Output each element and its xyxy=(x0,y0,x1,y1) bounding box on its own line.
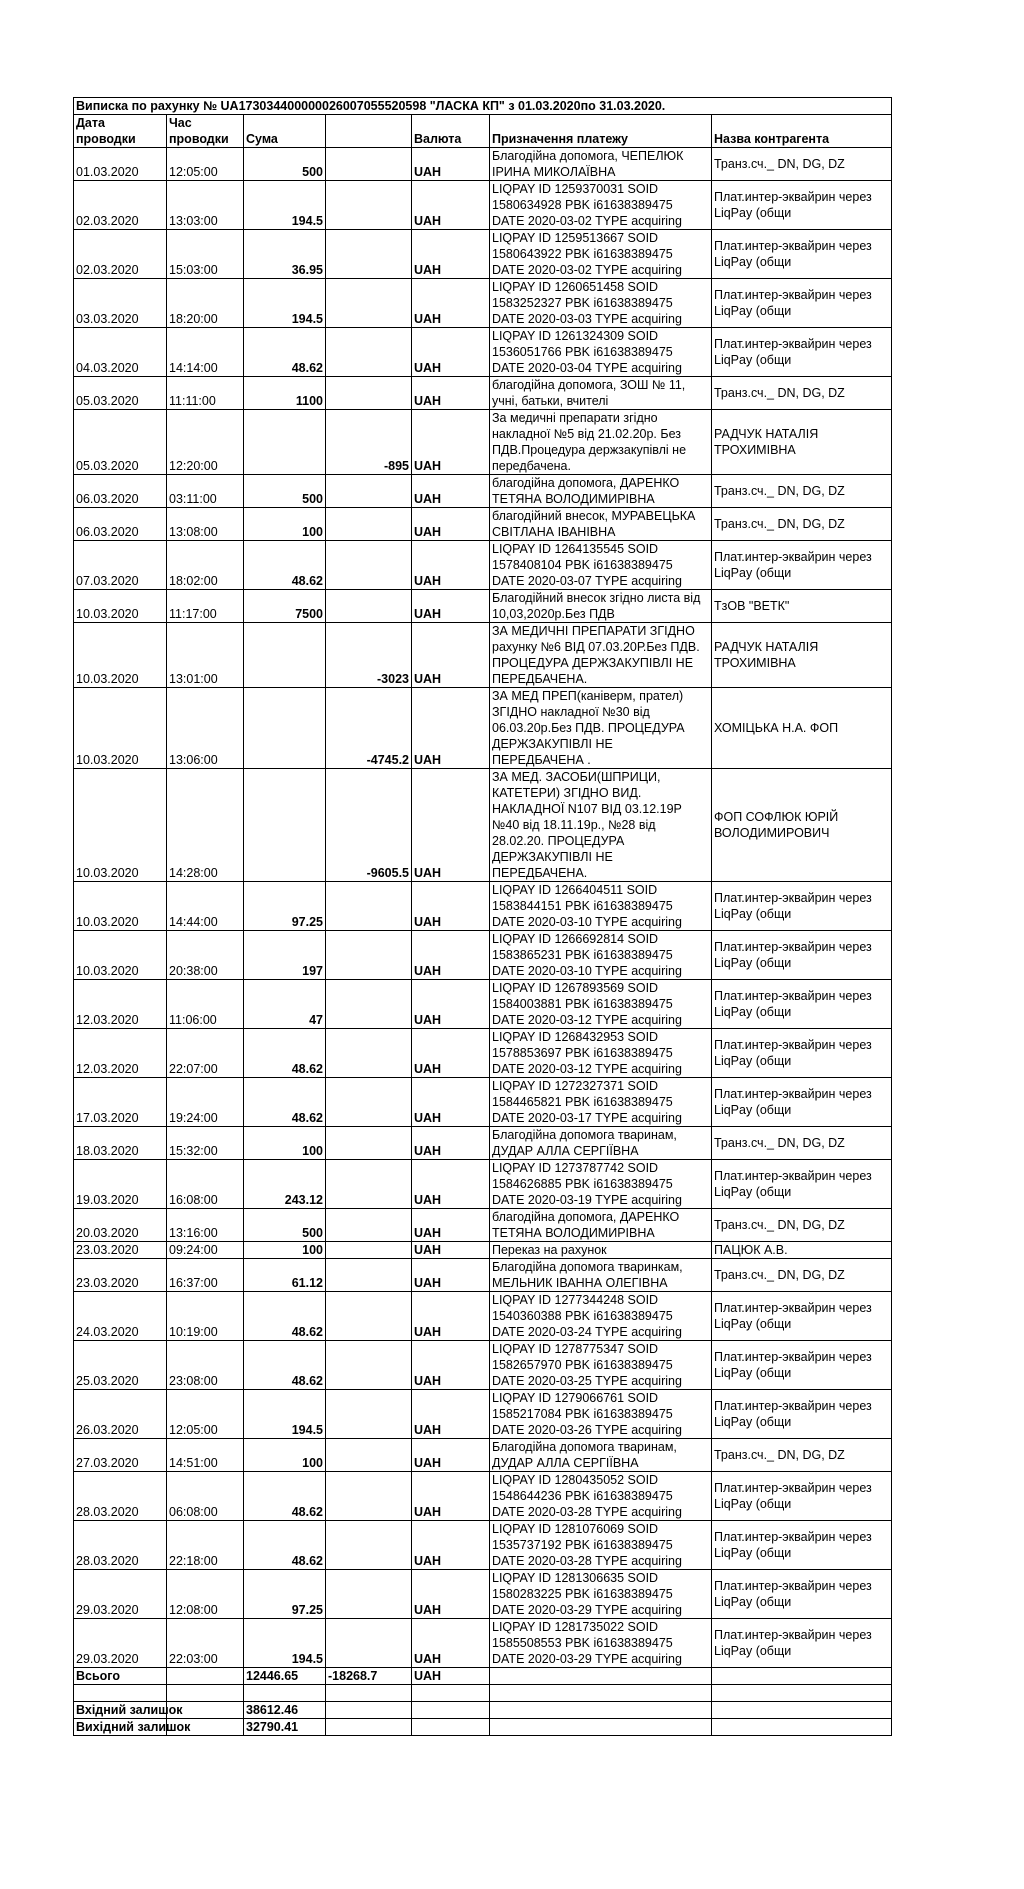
cell-currency: UAH xyxy=(412,279,490,328)
cell-debit xyxy=(326,1259,412,1292)
cell-empty xyxy=(712,1719,892,1736)
opening-balance-label: Вхідний залишок xyxy=(74,1702,167,1719)
statement-table xyxy=(73,97,892,1736)
cell-time: 12:05:00 xyxy=(167,1390,244,1439)
cell-time: 12:08:00 xyxy=(167,1570,244,1619)
table-row xyxy=(74,980,892,1029)
cell-date: 10.03.2020 xyxy=(74,623,167,688)
table-row xyxy=(74,328,892,377)
cell-date: 29.03.2020 xyxy=(74,1570,167,1619)
closing-balance-label: Вихідний залишок xyxy=(74,1719,167,1736)
cell-debit xyxy=(326,1209,412,1242)
cell-currency: UAH xyxy=(412,1209,490,1242)
cell-date: 06.03.2020 xyxy=(74,508,167,541)
cell-debit xyxy=(326,1341,412,1390)
table-row xyxy=(74,931,892,980)
cell-currency: UAH xyxy=(412,1341,490,1390)
cell-party: Транз.сч._ DN, DG, DZ xyxy=(712,1127,892,1160)
cell-purpose: LIQPAY ID 1272327371 SOID 1584465821 PBK i61638389475 DATE 2020-03-17 TYPE acquiring xyxy=(490,1078,712,1127)
cell-empty xyxy=(326,1702,412,1719)
cell-party: Плат.интер-эквайрин через LiqPay (общи xyxy=(712,230,892,279)
totals-credit: 12446.65 xyxy=(244,1668,326,1685)
cell-credit: 194.5 xyxy=(244,279,326,328)
cell-empty xyxy=(244,1685,326,1702)
cell-time: 13:03:00 xyxy=(167,181,244,230)
cell-currency: UAH xyxy=(412,181,490,230)
cell-date: 27.03.2020 xyxy=(74,1439,167,1472)
cell-purpose: благодійна допомога, ДАРЕНКО ТЕТЯНА ВОЛОДИМИРІВНА xyxy=(490,1209,712,1242)
cell-debit xyxy=(326,377,412,410)
cell-purpose: благодійна допомога, ДАРЕНКО ТЕТЯНА ВОЛОДИМИРІВНА xyxy=(490,475,712,508)
cell-currency: UAH xyxy=(412,1570,490,1619)
cell-time: 11:11:00 xyxy=(167,377,244,410)
cell-empty xyxy=(712,1685,892,1702)
table-row xyxy=(74,377,892,410)
cell-purpose: LIQPAY ID 1277344248 SOID 1540360388 PBK i61638389475 DATE 2020-03-24 TYPE acquiring xyxy=(490,1292,712,1341)
cell-credit: 48.62 xyxy=(244,1078,326,1127)
cell-debit xyxy=(326,590,412,623)
cell-time: 11:06:00 xyxy=(167,980,244,1029)
cell-party: Плат.интер-эквайрин через LiqPay (общи xyxy=(712,1078,892,1127)
cell-date: 25.03.2020 xyxy=(74,1341,167,1390)
cell-credit xyxy=(244,769,326,882)
cell-time: 15:32:00 xyxy=(167,1127,244,1160)
cell-date: 07.03.2020 xyxy=(74,541,167,590)
cell-purpose: LIQPAY ID 1281076069 SOID 1535737192 PBK i61638389475 DATE 2020-03-28 TYPE acquiring xyxy=(490,1521,712,1570)
cell-debit: -895 xyxy=(326,410,412,475)
cell-debit xyxy=(326,230,412,279)
cell-credit: 48.62 xyxy=(244,1292,326,1341)
cell-purpose: благодійний внесок, МУРАВЕЦЬКА СВІТЛАНА ІВАНІВНА xyxy=(490,508,712,541)
cell-date: 28.03.2020 xyxy=(74,1472,167,1521)
cell-purpose: LIQPAY ID 1281735022 SOID 1585508553 PBK i61638389475 DATE 2020-03-29 TYPE acquiring xyxy=(490,1619,712,1668)
cell-party: Плат.интер-эквайрин через LiqPay (общи xyxy=(712,181,892,230)
cell-party: ТзОВ "ВЕТК" xyxy=(712,590,892,623)
cell-purpose: LIQPAY ID 1279066761 SOID 1585217084 PBK i61638389475 DATE 2020-03-26 TYPE acquiring xyxy=(490,1390,712,1439)
cell-debit xyxy=(326,1390,412,1439)
cell-time: 12:20:00 xyxy=(167,410,244,475)
cell-currency: UAH xyxy=(412,1292,490,1341)
table-row xyxy=(74,1029,892,1078)
cell-purpose: Благодійна допомога тваринам, ДУДАР АЛЛА СЕРГІЇВНА xyxy=(490,1439,712,1472)
cell-party: Плат.интер-эквайрин через LiqPay (общи xyxy=(712,931,892,980)
cell-currency: UAH xyxy=(412,1160,490,1209)
cell-time: 16:37:00 xyxy=(167,1259,244,1292)
cell-date: 26.03.2020 xyxy=(74,1390,167,1439)
cell-credit: 48.62 xyxy=(244,1472,326,1521)
cell-date: 06.03.2020 xyxy=(74,475,167,508)
cell-credit: 47 xyxy=(244,980,326,1029)
cell-time: 22:03:00 xyxy=(167,1619,244,1668)
cell-currency: UAH xyxy=(412,931,490,980)
cell-currency: UAH xyxy=(412,590,490,623)
header-empty xyxy=(326,115,412,148)
header-time: Час проводки xyxy=(167,115,244,148)
cell-debit xyxy=(326,541,412,590)
cell-credit: 97.25 xyxy=(244,1570,326,1619)
cell-empty xyxy=(412,1685,490,1702)
cell-party: ПАЦЮК А.В. xyxy=(712,1242,892,1259)
cell-purpose: LIQPAY ID 1260651458 SOID 1583252327 PBK i61638389475 DATE 2020-03-03 TYPE acquiring xyxy=(490,279,712,328)
header-row xyxy=(74,115,892,148)
cell-debit xyxy=(326,328,412,377)
cell-empty xyxy=(412,1702,490,1719)
cell-date: 02.03.2020 xyxy=(74,181,167,230)
cell-time: 12:05:00 xyxy=(167,148,244,181)
cell-debit xyxy=(326,181,412,230)
table-row xyxy=(74,882,892,931)
cell-empty xyxy=(712,1702,892,1719)
cell-purpose: LIQPAY ID 1264135545 SOID 1578408104 PBK i61638389475 DATE 2020-03-07 TYPE acquiring xyxy=(490,541,712,590)
cell-credit: 500 xyxy=(244,1209,326,1242)
closing-balance-value: 32790.41 xyxy=(244,1719,326,1736)
cell-credit: 197 xyxy=(244,931,326,980)
cell-currency: UAH xyxy=(412,230,490,279)
cell-time: 14:51:00 xyxy=(167,1439,244,1472)
header-party: Назва контрагента xyxy=(712,115,892,148)
cell-debit xyxy=(326,1127,412,1160)
cell-date: 05.03.2020 xyxy=(74,377,167,410)
cell-empty xyxy=(326,1685,412,1702)
statement-title: Виписка по рахунку № UA173034400000026007055520598 "ЛАСКА КП" з 01.03.2020по 31.03.2020. xyxy=(74,98,892,115)
cell-date: 01.03.2020 xyxy=(74,148,167,181)
cell-credit: 61.12 xyxy=(244,1259,326,1292)
header-amount: Сума xyxy=(244,115,326,148)
statement-title-row xyxy=(74,98,892,115)
cell-date: 29.03.2020 xyxy=(74,1619,167,1668)
cell-debit xyxy=(326,1242,412,1259)
cell-credit: 100 xyxy=(244,508,326,541)
blank-row xyxy=(74,1685,892,1702)
cell-currency: UAH xyxy=(412,328,490,377)
cell-party: ХОМІЦЬКА Н.А. ФОП xyxy=(712,688,892,769)
cell-date: 10.03.2020 xyxy=(74,590,167,623)
cell-party: ФОП СОФЛЮК ЮРІЙ ВОЛОДИМИРОВИЧ xyxy=(712,769,892,882)
cell-time: 20:38:00 xyxy=(167,931,244,980)
cell-debit xyxy=(326,1472,412,1521)
table-row xyxy=(74,1292,892,1341)
cell-date: 19.03.2020 xyxy=(74,1160,167,1209)
cell-time: 06:08:00 xyxy=(167,1472,244,1521)
cell-empty xyxy=(490,1685,712,1702)
cell-time: 22:18:00 xyxy=(167,1521,244,1570)
cell-debit xyxy=(326,148,412,181)
table-row xyxy=(74,1472,892,1521)
cell-date: 12.03.2020 xyxy=(74,1029,167,1078)
cell-date: 03.03.2020 xyxy=(74,279,167,328)
cell-time: 16:08:00 xyxy=(167,1160,244,1209)
cell-empty xyxy=(167,1668,244,1685)
cell-debit xyxy=(326,931,412,980)
cell-credit: 194.5 xyxy=(244,1619,326,1668)
cell-purpose: LIQPAY ID 1266692814 SOID 1583865231 PBK i61638389475 DATE 2020-03-10 TYPE acquiring xyxy=(490,931,712,980)
cell-time: 11:17:00 xyxy=(167,590,244,623)
cell-party: Плат.интер-эквайрин через LiqPay (общи xyxy=(712,1160,892,1209)
cell-currency: UAH xyxy=(412,1439,490,1472)
table-row xyxy=(74,590,892,623)
cell-purpose: Переказ на рахунок xyxy=(490,1242,712,1259)
table-row xyxy=(74,1259,892,1292)
cell-time: 22:07:00 xyxy=(167,1029,244,1078)
table-row xyxy=(74,279,892,328)
cell-credit: 500 xyxy=(244,475,326,508)
cell-debit xyxy=(326,1078,412,1127)
cell-currency: UAH xyxy=(412,1259,490,1292)
cell-credit: 48.62 xyxy=(244,541,326,590)
cell-debit: -4745.2 xyxy=(326,688,412,769)
cell-time: 03:11:00 xyxy=(167,475,244,508)
cell-debit xyxy=(326,1029,412,1078)
header-currency: Валюта xyxy=(412,115,490,148)
cell-currency: UAH xyxy=(412,882,490,931)
table-row xyxy=(74,1619,892,1668)
cell-debit xyxy=(326,980,412,1029)
cell-debit xyxy=(326,1570,412,1619)
cell-date: 23.03.2020 xyxy=(74,1259,167,1292)
cell-credit xyxy=(244,623,326,688)
opening-balance-row xyxy=(74,1702,892,1719)
table-row xyxy=(74,1209,892,1242)
cell-date: 10.03.2020 xyxy=(74,882,167,931)
cell-credit: 48.62 xyxy=(244,1521,326,1570)
cell-credit: 7500 xyxy=(244,590,326,623)
cell-empty xyxy=(490,1668,712,1685)
cell-currency: UAH xyxy=(412,1242,490,1259)
cell-purpose: Благодійна допомога тваринкам, МЕЛЬНИК ІВАННА ОЛЕГІВНА xyxy=(490,1259,712,1292)
table-row xyxy=(74,230,892,279)
cell-currency: UAH xyxy=(412,1390,490,1439)
cell-credit: 243.12 xyxy=(244,1160,326,1209)
header-purpose: Призначення платежу xyxy=(490,115,712,148)
cell-currency: UAH xyxy=(412,688,490,769)
cell-purpose: Благодійна допомога тваринам, ДУДАР АЛЛА СЕРГІЇВНА xyxy=(490,1127,712,1160)
cell-empty xyxy=(490,1702,712,1719)
cell-party: Плат.интер-эквайрин через LiqPay (общи xyxy=(712,541,892,590)
cell-credit: 100 xyxy=(244,1242,326,1259)
cell-credit: 48.62 xyxy=(244,1029,326,1078)
table-row xyxy=(74,508,892,541)
cell-party: Плат.интер-эквайрин через LiqPay (общи xyxy=(712,1029,892,1078)
cell-time: 18:02:00 xyxy=(167,541,244,590)
cell-purpose: ЗА МЕД. ЗАСОБИ(ШПРИЦИ, КАТЕТЕРИ) ЗГІДНО ВИД. НАКЛАДНОЇ N107 ВІД 03.12.19Р №40 від 18.11.19р., №28 від 28.02.20. ПРОЦЕДУРА ДЕРЖЗАКУПІВЛІ НЕ ПЕРЕДБАЧЕНА. xyxy=(490,769,712,882)
table-row xyxy=(74,1127,892,1160)
table-row xyxy=(74,475,892,508)
cell-purpose: благодійна допомога, ЗОШ № 11, учні, батьки, вчителі xyxy=(490,377,712,410)
totals-row xyxy=(74,1668,892,1685)
cell-purpose: Благодійний внесок згідно листа від 10,03,2020р.Без ПДВ xyxy=(490,590,712,623)
totals-label: Всього xyxy=(74,1668,167,1685)
cell-currency: UAH xyxy=(412,1127,490,1160)
table-row xyxy=(74,1570,892,1619)
cell-party: Транз.сч._ DN, DG, DZ xyxy=(712,475,892,508)
cell-currency: UAH xyxy=(412,475,490,508)
totals-debit: -18268.7 xyxy=(326,1668,412,1685)
cell-purpose: Благодійна допомога, ЧЕПЕЛЮК ІРИНА МИКОЛАЇВНА xyxy=(490,148,712,181)
cell-time: 14:28:00 xyxy=(167,769,244,882)
table-row xyxy=(74,1439,892,1472)
cell-party: Плат.интер-эквайрин через LiqPay (общи xyxy=(712,1619,892,1668)
cell-empty xyxy=(74,1685,167,1702)
cell-currency: UAH xyxy=(412,769,490,882)
table-row xyxy=(74,623,892,688)
header-date: Дата проводки xyxy=(74,115,167,148)
opening-balance-value: 38612.46 xyxy=(244,1702,326,1719)
cell-credit: 100 xyxy=(244,1127,326,1160)
cell-date: 23.03.2020 xyxy=(74,1242,167,1259)
cell-currency: UAH xyxy=(412,148,490,181)
cell-party: Плат.интер-эквайрин через LiqPay (общи xyxy=(712,882,892,931)
cell-purpose: LIQPAY ID 1268432953 SOID 1578853697 PBK i61638389475 DATE 2020-03-12 TYPE acquiring xyxy=(490,1029,712,1078)
cell-party: Транз.сч._ DN, DG, DZ xyxy=(712,508,892,541)
cell-purpose: LIQPAY ID 1278775347 SOID 1582657970 PBK i61638389475 DATE 2020-03-25 TYPE acquiring xyxy=(490,1341,712,1390)
cell-party: Плат.интер-эквайрин через LiqPay (общи xyxy=(712,279,892,328)
cell-debit xyxy=(326,1292,412,1341)
cell-date: 05.03.2020 xyxy=(74,410,167,475)
cell-currency: UAH xyxy=(412,377,490,410)
cell-credit: 194.5 xyxy=(244,1390,326,1439)
cell-purpose: LIQPAY ID 1259513667 SOID 1580643922 PBK i61638389475 DATE 2020-03-02 TYPE acquiring xyxy=(490,230,712,279)
cell-credit: 48.62 xyxy=(244,1341,326,1390)
cell-debit xyxy=(326,1160,412,1209)
cell-purpose: LIQPAY ID 1259370031 SOID 1580634928 PBK i61638389475 DATE 2020-03-02 TYPE acquiring xyxy=(490,181,712,230)
cell-party: Плат.интер-эквайрин через LiqPay (общи xyxy=(712,1472,892,1521)
cell-date: 28.03.2020 xyxy=(74,1521,167,1570)
cell-party: Плат.интер-эквайрин через LiqPay (общи xyxy=(712,1341,892,1390)
cell-debit xyxy=(326,1521,412,1570)
cell-credit: 36.95 xyxy=(244,230,326,279)
table-row xyxy=(74,1390,892,1439)
table-row xyxy=(74,688,892,769)
cell-purpose: LIQPAY ID 1266404511 SOID 1583844151 PBK i61638389475 DATE 2020-03-10 TYPE acquiring xyxy=(490,882,712,931)
cell-party: Плат.интер-эквайрин через LiqPay (общи xyxy=(712,1521,892,1570)
cell-date: 12.03.2020 xyxy=(74,980,167,1029)
cell-date: 04.03.2020 xyxy=(74,328,167,377)
cell-date: 17.03.2020 xyxy=(74,1078,167,1127)
cell-time: 23:08:00 xyxy=(167,1341,244,1390)
cell-time: 13:16:00 xyxy=(167,1209,244,1242)
cell-party: Плат.интер-эквайрин через LiqPay (общи xyxy=(712,1292,892,1341)
cell-credit: 97.25 xyxy=(244,882,326,931)
cell-debit xyxy=(326,1619,412,1668)
cell-purpose: ЗА МЕД ПРЕП(каніверм, прател) ЗГІДНО накладної №30 від 06.03.20р.Без ПДВ. ПРОЦЕДУРА ДЕРЖЗАКУПІВЛІ НЕ ПЕРЕДБАЧЕНА . xyxy=(490,688,712,769)
account-statement xyxy=(73,97,891,1736)
cell-empty xyxy=(712,1668,892,1685)
cell-time: 10:19:00 xyxy=(167,1292,244,1341)
table-row xyxy=(74,1341,892,1390)
cell-currency: UAH xyxy=(412,1029,490,1078)
cell-purpose: LIQPAY ID 1280435052 SOID 1548644236 PBK i61638389475 DATE 2020-03-28 TYPE acquiring xyxy=(490,1472,712,1521)
cell-party: Плат.интер-эквайрин через LiqPay (общи xyxy=(712,1570,892,1619)
table-row xyxy=(74,181,892,230)
cell-currency: UAH xyxy=(412,508,490,541)
cell-time: 13:08:00 xyxy=(167,508,244,541)
cell-party: Плат.интер-эквайрин через LiqPay (общи xyxy=(712,328,892,377)
cell-debit xyxy=(326,882,412,931)
cell-credit: 100 xyxy=(244,1439,326,1472)
cell-date: 20.03.2020 xyxy=(74,1209,167,1242)
cell-purpose: За медичні препарати згідно накладної №5 від 21.02.20р. Без ПДВ.Процедура держзакупівлі не передбачена. xyxy=(490,410,712,475)
cell-debit xyxy=(326,475,412,508)
cell-purpose: LIQPAY ID 1273787742 SOID 1584626885 PBK i61638389475 DATE 2020-03-19 TYPE acquiring xyxy=(490,1160,712,1209)
table-row xyxy=(74,1160,892,1209)
cell-party: Транз.сч._ DN, DG, DZ xyxy=(712,1209,892,1242)
cell-debit xyxy=(326,1439,412,1472)
cell-purpose: LIQPAY ID 1261324309 SOID 1536051766 PBK i61638389475 DATE 2020-03-04 TYPE acquiring xyxy=(490,328,712,377)
cell-party: Транз.сч._ DN, DG, DZ xyxy=(712,1439,892,1472)
cell-credit: 500 xyxy=(244,148,326,181)
cell-empty xyxy=(490,1719,712,1736)
cell-party: РАДЧУК НАТАЛІЯ ТРОХИМІВНА xyxy=(712,410,892,475)
cell-party: Плат.интер-эквайрин через LiqPay (общи xyxy=(712,980,892,1029)
cell-purpose: ЗА МЕДИЧНІ ПРЕПАРАТИ ЗГІДНО рахунку №6 ВІД 07.03.20Р.Без ПДВ. ПРОЦЕДУРА ДЕРЖЗАКУПІВЛІ НЕ ПЕРЕДБАЧЕНА. xyxy=(490,623,712,688)
closing-balance-row xyxy=(74,1719,892,1736)
cell-empty xyxy=(412,1719,490,1736)
table-row xyxy=(74,1242,892,1259)
cell-currency: UAH xyxy=(412,541,490,590)
cell-purpose: LIQPAY ID 1281306635 SOID 1580283225 PBK i61638389475 DATE 2020-03-29 TYPE acquiring xyxy=(490,1570,712,1619)
cell-date: 10.03.2020 xyxy=(74,931,167,980)
cell-time: 14:44:00 xyxy=(167,882,244,931)
cell-credit xyxy=(244,688,326,769)
cell-currency: UAH xyxy=(412,1472,490,1521)
cell-debit: -9605.5 xyxy=(326,769,412,882)
cell-party: Транз.сч._ DN, DG, DZ xyxy=(712,1259,892,1292)
table-row xyxy=(74,1521,892,1570)
cell-currency: UAH xyxy=(412,1078,490,1127)
cell-party: Транз.сч._ DN, DG, DZ xyxy=(712,377,892,410)
cell-date: 10.03.2020 xyxy=(74,769,167,882)
cell-date: 10.03.2020 xyxy=(74,688,167,769)
cell-currency: UAH xyxy=(412,980,490,1029)
cell-currency: UAH xyxy=(412,1619,490,1668)
cell-currency: UAH xyxy=(412,623,490,688)
cell-currency: UAH xyxy=(412,410,490,475)
cell-time: 09:24:00 xyxy=(167,1242,244,1259)
totals-currency: UAH xyxy=(412,1668,490,1685)
cell-debit xyxy=(326,279,412,328)
cell-time: 15:03:00 xyxy=(167,230,244,279)
cell-empty xyxy=(326,1719,412,1736)
cell-party: РАДЧУК НАТАЛІЯ ТРОХИМІВНА xyxy=(712,623,892,688)
cell-time: 19:24:00 xyxy=(167,1078,244,1127)
cell-date: 18.03.2020 xyxy=(74,1127,167,1160)
table-row xyxy=(74,148,892,181)
cell-currency: UAH xyxy=(412,1521,490,1570)
table-row xyxy=(74,541,892,590)
cell-time: 14:14:00 xyxy=(167,328,244,377)
cell-credit: 194.5 xyxy=(244,181,326,230)
cell-debit: -3023 xyxy=(326,623,412,688)
cell-date: 02.03.2020 xyxy=(74,230,167,279)
cell-party: Транз.сч._ DN, DG, DZ xyxy=(712,148,892,181)
cell-credit xyxy=(244,410,326,475)
table-row xyxy=(74,1078,892,1127)
cell-credit: 1100 xyxy=(244,377,326,410)
cell-debit xyxy=(326,508,412,541)
cell-time: 18:20:00 xyxy=(167,279,244,328)
cell-time: 13:06:00 xyxy=(167,688,244,769)
cell-empty xyxy=(167,1685,244,1702)
cell-purpose: LIQPAY ID 1267893569 SOID 1584003881 PBK i61638389475 DATE 2020-03-12 TYPE acquiring xyxy=(490,980,712,1029)
table-row xyxy=(74,410,892,475)
cell-time: 13:01:00 xyxy=(167,623,244,688)
cell-credit: 48.62 xyxy=(244,328,326,377)
cell-date: 24.03.2020 xyxy=(74,1292,167,1341)
cell-party: Плат.интер-эквайрин через LiqPay (общи xyxy=(712,1390,892,1439)
table-row xyxy=(74,769,892,882)
